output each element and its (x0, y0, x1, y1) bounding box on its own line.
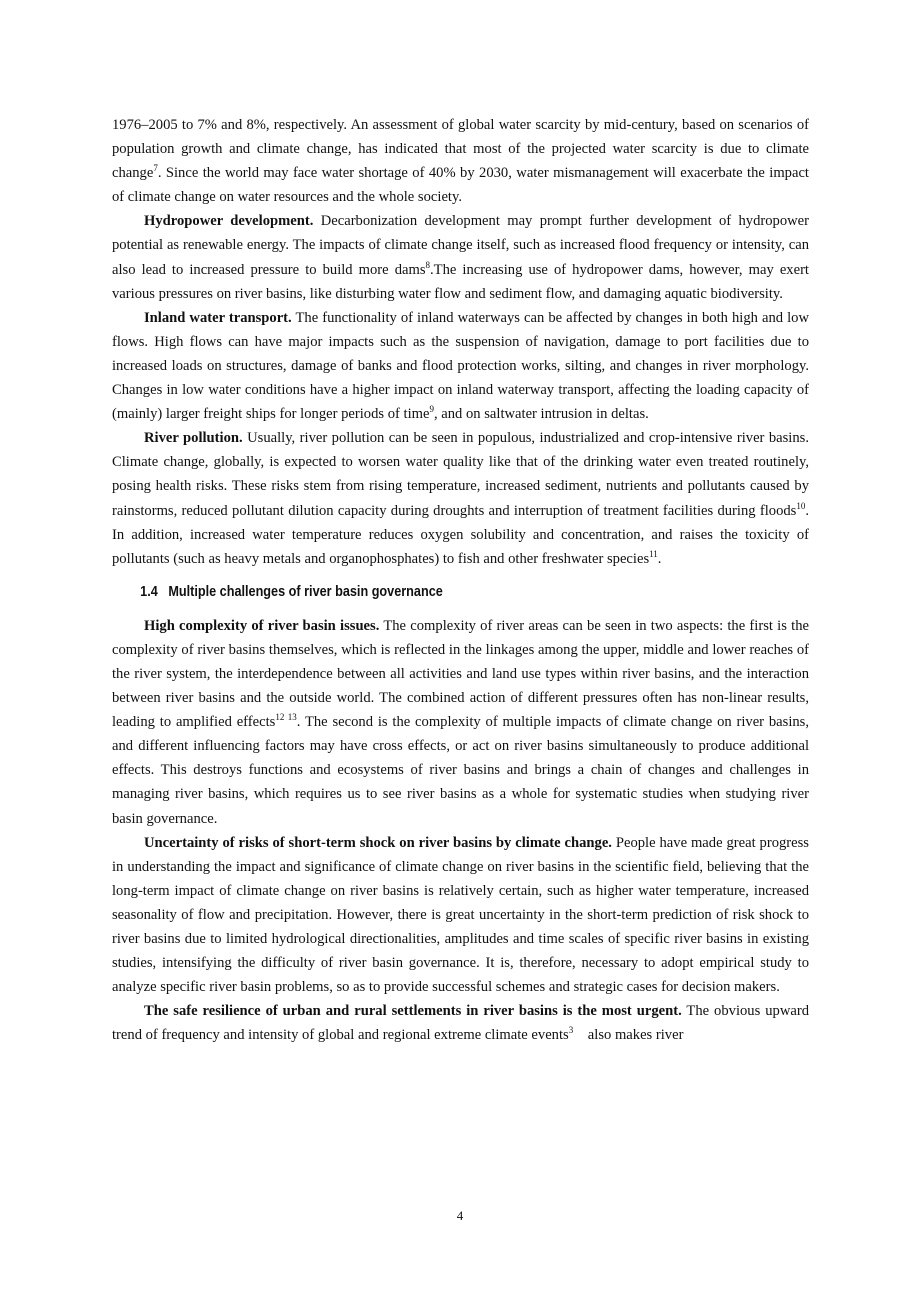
paragraph-lead: Uncertainty of risks of short-term shock on river basins by climate change. (144, 834, 612, 851)
paragraph-lead: Inland water transport. (144, 309, 292, 326)
text: . (657, 550, 662, 567)
paragraph-lead: The safe resilience of urban and rural settlements in river basins is the most urgent. (144, 1003, 682, 1020)
text: . The second is the complexity of multiple impacts of climate change on river basins, and different influencing factors may have cross effects, or act on river basins simultaneously to produce additional effects. This destroys functions and ecosystems of river basins and brings a chain of changes and challenges in managing river basins, which requires us to see river basins as a whole for systematic studies when studying river basin governance. (112, 714, 809, 827)
text: , and on saltwater intrusion in deltas. (433, 406, 649, 423)
text: . In addition, increased water temperature reduces oxygen solubility and concentration, and raises the toxicity of pollutants (such as heavy metals and organophosphates) to fish and other freshwater species (112, 502, 809, 567)
text: .The increasing use of hydropower dams, however, may exert various pressures on river basins, like disturbing water flow and sediment flow, and damaging aquatic biodiversity. (112, 261, 809, 302)
citation-ref: 12 13 (275, 712, 297, 723)
text: 1976–2005 to 7% and 8%, respectively. An assessment of global water scarcity by mid-century, based on scenarios of population growth and climate change, has indicated that most of the projected water scarcity is due to climate change (112, 117, 809, 182)
body-text (112, 113, 809, 1047)
paragraph-lead: River pollution. (144, 430, 243, 447)
citation-ref: 7 (153, 163, 158, 174)
text: The functionality of inland waterways can be affected by changes in both high and low flows. High flows can have major impacts such as the suspension of navigation, damage to port facilities due to increased loads on structures, damage of banks and flood protection works, silting, and changes in river morphology. Changes in low water conditions have a higher impact on inland waterway transport, affecting the loading capacity of (mainly) larger freight ships for longer periods of time (112, 309, 809, 423)
text: Decarbonization development may prompt further development of hydropower potential as renewable energy. The impacts of climate change itself, such as increased flood frequency or intensity, can also lead to increased pressure to build more dams (112, 213, 809, 278)
text: People have made great progress in understanding the impact and significance of climate change on river basins in the scientific field, believing that the long-term impact of climate change on river basins is relatively certain, such as higher water temperature, increased seasonality of flow and precipitation. However, there is great uncertainty in the short-term prediction of risk shock to river basins due to limited hydrological directionalities, amplitudes and time scales of specific river basins in existing studies, intensifying the difficulty of river basin governance. It is, therefore, necessary to adopt empirical study to analyze specific river basin problems, so as to provide successful schemes and strategic cases for decision makers. (112, 834, 809, 996)
citation-ref: 9 (429, 404, 434, 415)
paragraph-lead: Hydropower development. (144, 213, 314, 230)
citation-ref: 11 (649, 548, 658, 559)
text: also makes river (573, 1027, 684, 1044)
paragraph-resilience (112, 999, 809, 1047)
text: The obvious upward trend of frequency and intensity of global and regional extreme climate events (112, 1003, 809, 1044)
section-number: 1.4 (140, 583, 158, 600)
page-number: 4 (456, 1208, 464, 1223)
paragraph-uncertainty (112, 831, 809, 1000)
paragraph-inland-water-transport (112, 306, 809, 426)
paragraph-water-scarcity (112, 113, 809, 209)
text: Usually, river pollution can be seen in populous, industrialized and crop-intensive river basins. Climate change, globally, is expected to worsen water quality like that of the drinking water even treated routinely, posing health risks. These risks stem from rising temperature, increased sediment, nutrients and pollutants caused by rainstorms, reduced pollutant dilution capacity during droughts and interruption of treatment facilities during floods (112, 430, 809, 519)
text: The complexity of river areas can be seen in two aspects: the first is the complexity of river basins themselves, which is reflected in the linkages among the upper, middle and lower reaches of the river system, the interdependence between all activities and land use types within river basins, and the interaction between river basins and the outside world. The combined action of different pressures often has non-linear results, leading to amplified effects (112, 617, 809, 731)
citation-ref: 3 (568, 1025, 574, 1036)
paragraph-lead: High complexity of river basin issues. (144, 617, 380, 634)
paragraph-river-pollution (112, 426, 809, 571)
citation-ref: 10 (796, 500, 806, 511)
section-title: Multiple challenges of river basin governance (168, 583, 443, 600)
citation-ref: 8 (425, 259, 431, 270)
section-heading (112, 581, 725, 603)
paragraph-complexity (112, 614, 809, 831)
text: . Since the world may face water shortage of 40% by 2030, water mismanagement will exacerbate the impact of climate change on water resources and the whole society. (112, 165, 809, 206)
paragraph-hydropower (112, 209, 809, 305)
